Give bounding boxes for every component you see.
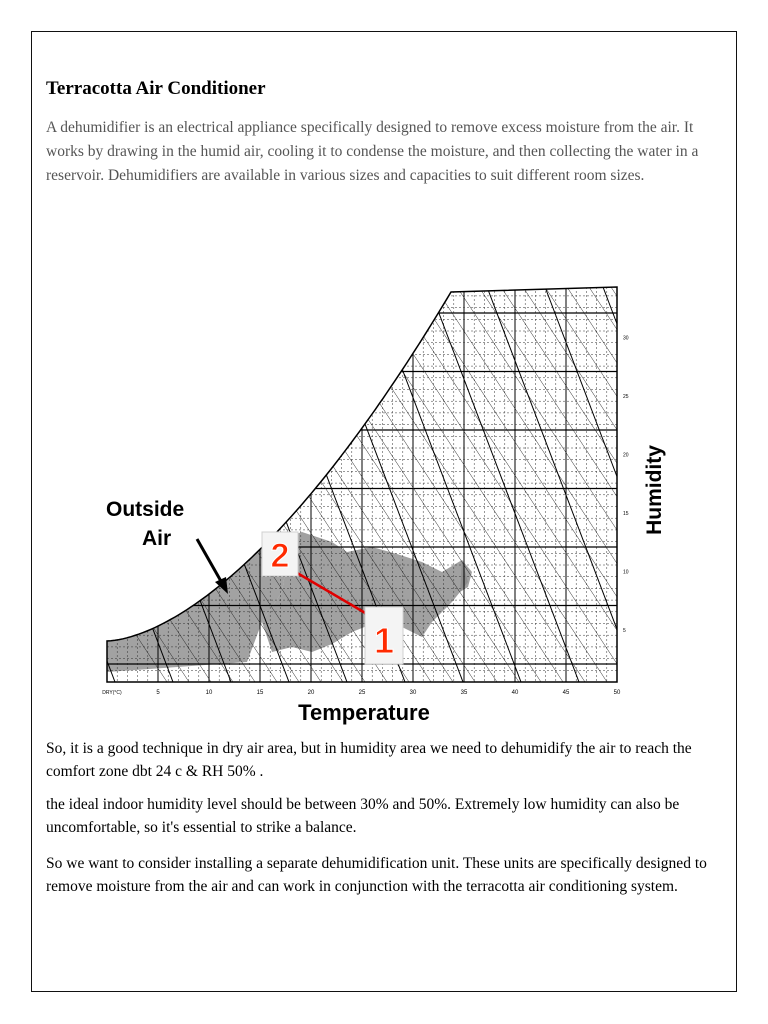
y-axis-label: Humidity <box>643 445 666 535</box>
point-2-marker <box>262 532 298 576</box>
x-tick-label: DRY(°C) <box>102 690 122 696</box>
grid-line <box>721 287 768 682</box>
page-title: Terracotta Air Conditioner <box>46 78 266 99</box>
grid-line <box>677 287 768 682</box>
outside-air-label-line1: Outside <box>106 498 185 521</box>
grid-line <box>661 287 768 682</box>
y-tick-label: 15 <box>623 511 629 517</box>
y-tick-label: 25 <box>623 394 629 400</box>
outside-air-arrow <box>197 539 228 594</box>
x-tick-label: 20 <box>307 690 315 696</box>
x-axis-label: Temperature <box>298 700 430 725</box>
shaded-patch <box>460 560 472 592</box>
paragraph-dehumidification-unit: So we want to consider installing a separate dehumidification unit. These units are specifically designed to remove moisture from the air and can work in conjunction with the terracotta air conditioning system. <box>46 855 707 895</box>
intro-paragraph: A dehumidifier is an electrical appliance specifically designed to remove excess moisture from the air. It works by drawing in the humid air, cooling it to condense the moisture, and then collecting the water in a reservoir. Dehumidifiers are available in various sizes and capacities to suit different room sizes. <box>46 119 699 184</box>
grid-line <box>501 287 761 682</box>
x-tick-label: 10 <box>205 690 213 696</box>
outside-air-label-line2: Air <box>142 527 172 550</box>
grid-line <box>0 287 167 682</box>
x-tick-label: 30 <box>409 690 417 696</box>
grid-line <box>0 287 57 682</box>
grid-line <box>719 287 768 682</box>
grid-line <box>429 287 579 682</box>
x-tick-label: 35 <box>460 690 468 696</box>
paragraph-humidity-level: the ideal indoor humidity level should be between 30% and 50%. Extremely low humidity can also be uncomfortable, so it's essential to strike a balance. <box>46 796 680 836</box>
y-tick-label: 5 <box>623 628 626 634</box>
grid-line <box>611 287 768 682</box>
x-tick-label: 40 <box>511 690 519 696</box>
paragraph-comfort-zone: So, it is a good technique in dry air area, but in humidity area we need to dehumidify the air to reach the comfort zone dbt 24 c & RH 50% . <box>46 740 692 780</box>
y-tick-label: 20 <box>623 452 629 459</box>
psychrometric-chart <box>32 242 738 725</box>
grid-line <box>0 287 115 682</box>
x-tick-label: 15 <box>256 690 264 696</box>
grid-line <box>699 287 768 682</box>
document-page <box>31 31 737 992</box>
y-tick-label: 10 <box>623 569 629 576</box>
x-tick-label: 5 <box>156 690 160 696</box>
y-tick-label: 30 <box>623 335 629 342</box>
grid-line <box>655 287 768 682</box>
grid-line <box>17 287 277 682</box>
point-1-marker <box>365 607 403 664</box>
grid-line <box>567 287 768 682</box>
grid-line <box>23 287 173 682</box>
grid-line <box>545 287 695 682</box>
point-1-label: 1 <box>373 620 395 661</box>
grid-line <box>0 287 189 682</box>
grid-line <box>479 287 739 682</box>
grid-line <box>603 287 753 682</box>
x-tick-label: 45 <box>562 690 570 696</box>
x-tick-label: 25 <box>358 690 366 696</box>
grid-line <box>589 287 768 682</box>
psychrometric-chart-figure <box>32 242 738 725</box>
point-2-label: 2 <box>270 537 290 575</box>
grid-line <box>457 287 717 682</box>
x-tick-label: 50 <box>613 690 621 696</box>
grid-line <box>81 287 231 682</box>
grid-line <box>743 287 768 682</box>
